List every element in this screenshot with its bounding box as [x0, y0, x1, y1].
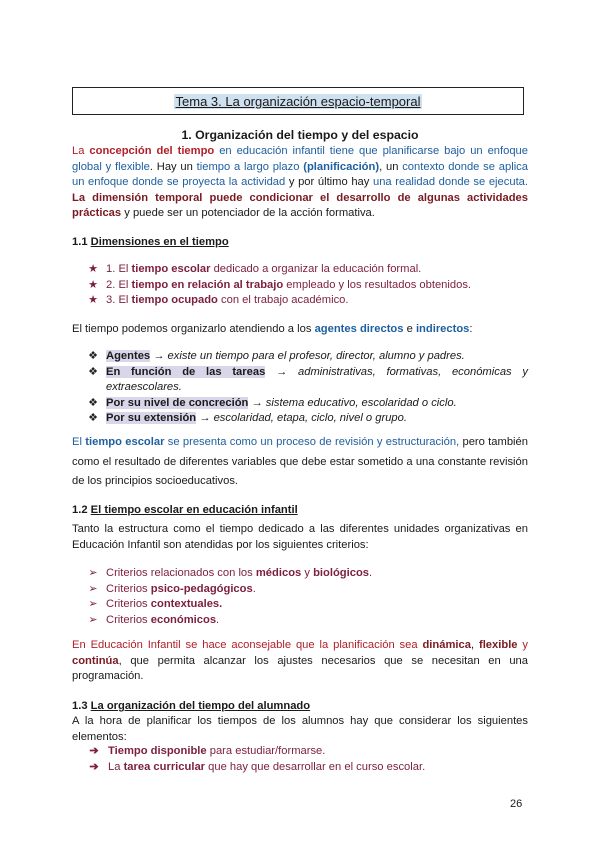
list-item: ❖ Agentes → existe un tiempo para el profesor, director, alumno y padres.	[72, 349, 528, 365]
criteria-list	[72, 566, 528, 628]
list-item: ★ 3. El tiempo ocupado con el trabajo académico.	[72, 293, 528, 309]
arrow-bullet-icon: ➔	[89, 760, 99, 773]
elements-list	[72, 744, 528, 775]
list-item: ➢ Criterios contextuales.	[72, 597, 528, 613]
title-box	[72, 87, 524, 115]
diamond-bullet-icon: ❖	[88, 365, 98, 378]
elements-intro: A la hora de planificar los tiempos de los alumnos hay que considerar los siguientes elementos:	[72, 715, 528, 743]
dimensions-list	[72, 262, 528, 309]
list-item: ❖ Por su extensión → escolaridad, etapa, ciclo, nivel o grupo.	[72, 411, 528, 427]
diamond-bullet-icon: ❖	[88, 412, 98, 424]
list-item: ➢ Criterios psico-pedagógicos.	[72, 582, 528, 598]
arrow-bullet-icon: ➔	[89, 745, 99, 757]
list-item: ➢ Criterios económicos.	[72, 613, 528, 629]
criteria-intro: Tanto la estructura como el tiempo dedicado a las diferentes unidades organizativas en Educación Infantil son atendidas por los siguientes criterios:	[72, 523, 528, 551]
star-icon: ★	[88, 278, 98, 291]
list-item: ❖ Por su nivel de concreción → sistema educativo, escolaridad o ciclo.	[72, 396, 528, 412]
list-item: ❖ En función de las tareas → administrativas, formativas, económicas y extraescolares.	[72, 365, 528, 396]
school-time-paragraph: El tiempo escolar se presenta como un proceso de revisión y estructuración, pero también como el resultado de diferentes variables que debe estar sometido a una constante revisión de los principios socioeducativos.	[72, 436, 528, 487]
section-heading-1: 1. Organización del tiempo y del espacio	[181, 128, 419, 142]
list-item: ★ 2. El tiempo en relación al trabajo empleado y los resultados obtenidos.	[72, 278, 528, 294]
subsection-heading-1-3: 1.3 La organización del tiempo del alumnado	[72, 700, 311, 712]
list-item: ➔ Tiempo disponible para estudiar/formarse.	[72, 744, 528, 760]
agents-intro: El tiempo podemos organizarlo atendiendo a los agentes directos e indirectos:	[72, 323, 473, 335]
star-icon: ★	[88, 263, 98, 275]
star-icon: ★	[88, 294, 98, 306]
list-item: ➢ Criterios relacionados con los médicos y biológicos.	[72, 566, 528, 582]
page-number: 26	[510, 798, 523, 810]
document-title: Tema 3. La organización espacio-temporal	[175, 93, 421, 109]
list-item: ★ 1. El tiempo escolar dedicado a organizar la educación formal.	[72, 262, 528, 278]
arrowhead-bullet-icon: ➢	[88, 567, 98, 579]
list-item: ➔ La tarea curricular que hay que desarrollar en el curso escolar.	[72, 760, 528, 776]
diamond-bullet-icon: ❖	[88, 350, 98, 362]
subsection-heading-1-2: 1.2 El tiempo escolar en educación infantil	[72, 504, 298, 516]
diamond-bullet-icon: ❖	[88, 396, 98, 409]
planning-paragraph: En Educación Infantil se hace aconsejable que la planificación sea dinámica, flexible y continúa, que permita alcanzar los ajustes necesarios que se necesitan en una programación.	[72, 639, 529, 682]
subsection-heading-1-1: 1.1 Dimensiones en el tiempo	[72, 236, 229, 248]
intro-paragraph: La concepción del tiempo en educación infantil tiene que planificarse bajo un enfoque global y flexible. Hay un tiempo a largo plazo (planificación), un contexto donde se aplica un enfoque donde se proyecta la actividad y por último hay una realidad donde se ejecuta. La dimensión temporal puede condicionar el desarrollo de algunas actividades prácticas y puede ser un potenciador de la acción formativa.	[72, 145, 529, 219]
organize-list	[72, 349, 528, 427]
arrowhead-bullet-icon: ➢	[88, 598, 98, 610]
arrowhead-bullet-icon: ➢	[88, 582, 98, 595]
arrowhead-bullet-icon: ➢	[88, 613, 98, 626]
